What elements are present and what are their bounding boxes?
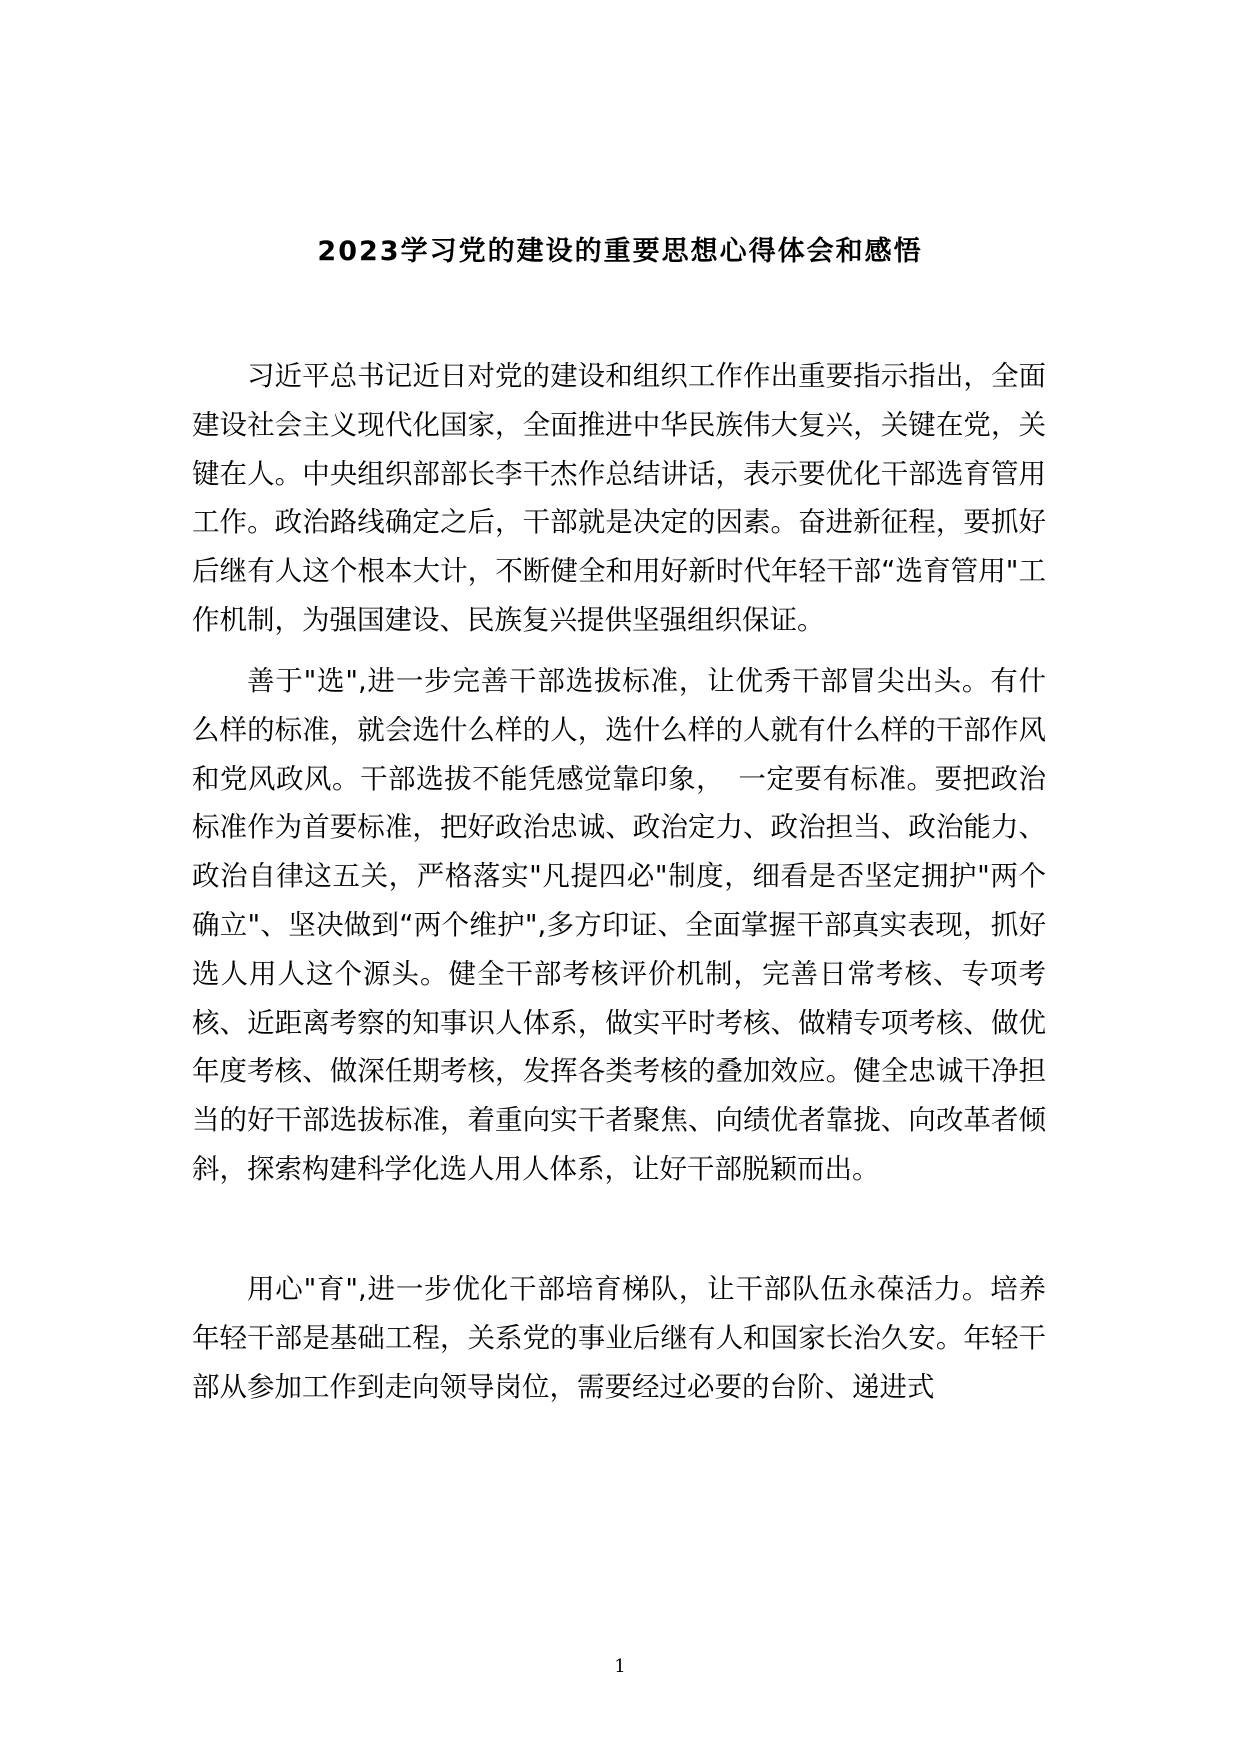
page-number: 1 <box>614 1656 626 1677</box>
paragraph-2 <box>192 657 1046 1194</box>
paragraph-3 <box>192 1265 1046 1411</box>
paragraph-1 <box>192 352 1046 645</box>
document-title: 2023学习党的建设的重要思想心得体会和感悟 <box>317 236 923 267</box>
paragraph-1-text: 习近平总书记近日对党的建设和组织工作作出重要指示指出，全面建设社会主义现代化国家，全面推进中华民族伟大复兴，关键在党，关键在人。中央组织部部长李干杰作总结讲话，表示要优化干部选育管用工作。政治路线确定之后，干部就是决定的因素。奋进新征程，要抓好后继有人这个根本大计，不断健全和用好新时代年轻干部“选育管用"工作机制，为强国建设、民族复兴提供坚强组织保证。 <box>192 360 1046 636</box>
paragraph-3-text: 用心"育",进一步优化干部培育梯队，让干部队伍永葆活力。培养年轻干部是基础工程，关系党的事业后继有人和国家长治久安。年轻干部从参加工作到走向领导岗位，需要经过必要的台阶、递进式 <box>192 1273 1046 1403</box>
paragraph-2-text: 善于"选",进一步完善干部选拔标准，让优秀干部冒尖出头。有什么样的标准，就会选什么样的人，选什么样的人就有什么样的干部作风和党风政风。干部选拔不能凭感觉靠印象， 一定要有标准。要把政治标准作为首要标准，把好政治忠诚、政治定力、政治担当、政治能力、政治自律这五关，严格落实"凡提四必"制度，细看是否坚定拥护"两个确立"、坚决做到“两个维护",多方印证、全面掌握干部真实表现，抓好选人用人这个源头。健全干部考核评价机制，完善日常考核、专项考核、近距离考察的知事识人体系，做实平时考核、做精专项考核、做优年度考核、做深任期考核，发挥各类考核的叠加效应。健全忠诚干净担当的好干部选拔标准，着重向实干者聚焦、向绩优者靠拢、向改革者倾斜，探索构建科学化选人用人体系，让好干部脱颖而出。 <box>192 665 1046 1185</box>
